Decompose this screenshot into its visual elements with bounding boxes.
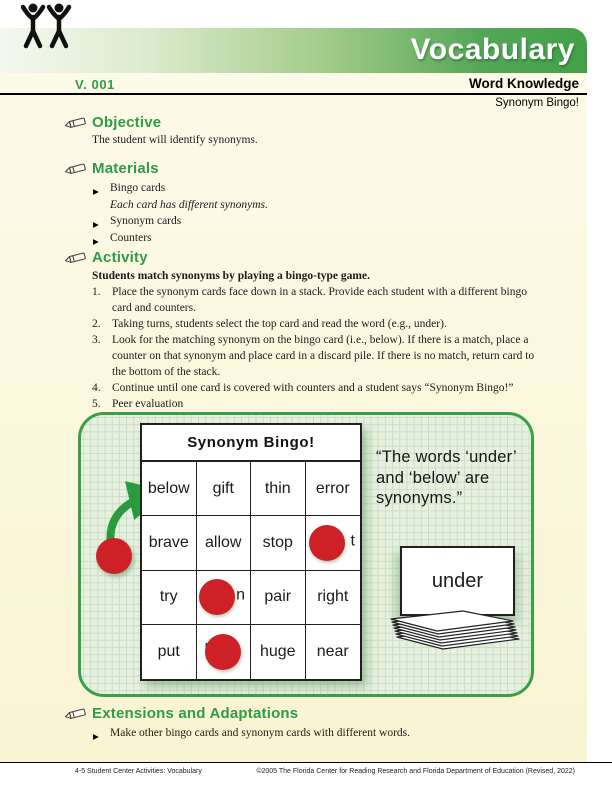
activity-step: 4. Continue until one card is covered with counters and a student says “Synonym Bingo!” <box>92 382 514 394</box>
activity-step: 1. Place the synonym cards face down in a stack. Provide each student with a different bingo card and counters. <box>92 286 527 314</box>
counter-chip <box>309 525 345 561</box>
speech-text: “The words ‘under’ and ‘below’ are synonyms.” <box>376 448 517 507</box>
materials-heading: Materials <box>92 160 159 177</box>
objective-heading: Objective <box>92 114 162 131</box>
card-stack <box>377 609 537 664</box>
bingo-cell-covered: n <box>197 571 252 625</box>
page-title: Vocabulary <box>410 33 575 66</box>
bingo-cell: allow <box>197 516 252 570</box>
bingo-card <box>140 423 362 681</box>
footer-right-text: ©2005 The Florida Center for Reading Research and Florida Department of Education (Revised, 2022) <box>256 768 575 775</box>
pencil-icon <box>64 706 88 727</box>
bingo-cell: try <box>142 571 197 625</box>
extension-item: ▶ Make other bingo cards and synonym cards with different words. <box>92 725 542 742</box>
footer-rule <box>0 762 612 763</box>
bingo-cell: thin <box>251 462 306 516</box>
synonym-card: under <box>400 546 515 616</box>
header-meta <box>0 0 587 120</box>
bingo-cell: stop <box>251 516 306 570</box>
header-rule <box>0 93 587 95</box>
illustration-panel <box>78 412 534 697</box>
activity-step: 3. Look for the matching synonym on the bingo card (i.e., below). If there is a match, place a counter on that synonym and place card in a discard pile. If there is no match, return card to the bottom of the stack. <box>92 334 535 378</box>
bingo-cell: gift <box>197 462 252 516</box>
bingo-cell: error <box>306 462 361 516</box>
activity-section <box>92 249 542 412</box>
material-item: ▶ Synonym cards <box>92 213 542 230</box>
extensions-section <box>92 705 542 742</box>
bingo-cell: put <box>142 625 197 679</box>
pencil-icon <box>64 161 88 182</box>
bingo-cell: brave <box>142 516 197 570</box>
material-note: Each card has different synonyms. <box>110 198 268 211</box>
counter-chip <box>199 579 235 615</box>
activity-heading: Activity <box>92 249 148 266</box>
bingo-cell: pair <box>251 571 306 625</box>
activity-subtitle: Synonym Bingo! <box>495 97 579 109</box>
bingo-cell-covered <box>197 625 252 679</box>
pencil-icon <box>64 115 88 136</box>
bingo-cell: below <box>142 462 197 516</box>
bingo-cell: near <box>316 642 349 660</box>
bingo-cell: huge <box>251 625 306 679</box>
bingo-card-title: Synonym Bingo! <box>142 425 360 462</box>
bingo-cell: right <box>306 571 361 625</box>
material-item: ▶ Bingo cards <box>92 180 542 197</box>
bingo-cell-covered: t <box>306 516 361 570</box>
footer-left-text: 4-5 Student Center Activities: Vocabulary <box>75 768 202 775</box>
strand-label: Word Knowledge <box>469 76 579 91</box>
counter-chip <box>205 634 241 670</box>
materials-section <box>92 160 542 246</box>
objective-section <box>92 114 542 148</box>
extensions-heading: Extensions and Adaptations <box>92 705 299 722</box>
activity-step: 5. Peer evaluation <box>92 398 184 410</box>
loose-counter-chip <box>96 538 132 574</box>
objective-body: The student will identify synonyms. <box>92 134 258 146</box>
activity-intro: Students match synonyms by playing a bingo-type game. <box>92 270 370 282</box>
activity-code: V. 001 <box>75 77 115 92</box>
bingo-grid <box>142 462 360 679</box>
pencil-icon <box>64 250 88 271</box>
activity-step: 2. Taking turns, students select the top card and read the word (e.g., under). <box>92 318 447 330</box>
material-item: ▶ Counters <box>92 230 542 247</box>
